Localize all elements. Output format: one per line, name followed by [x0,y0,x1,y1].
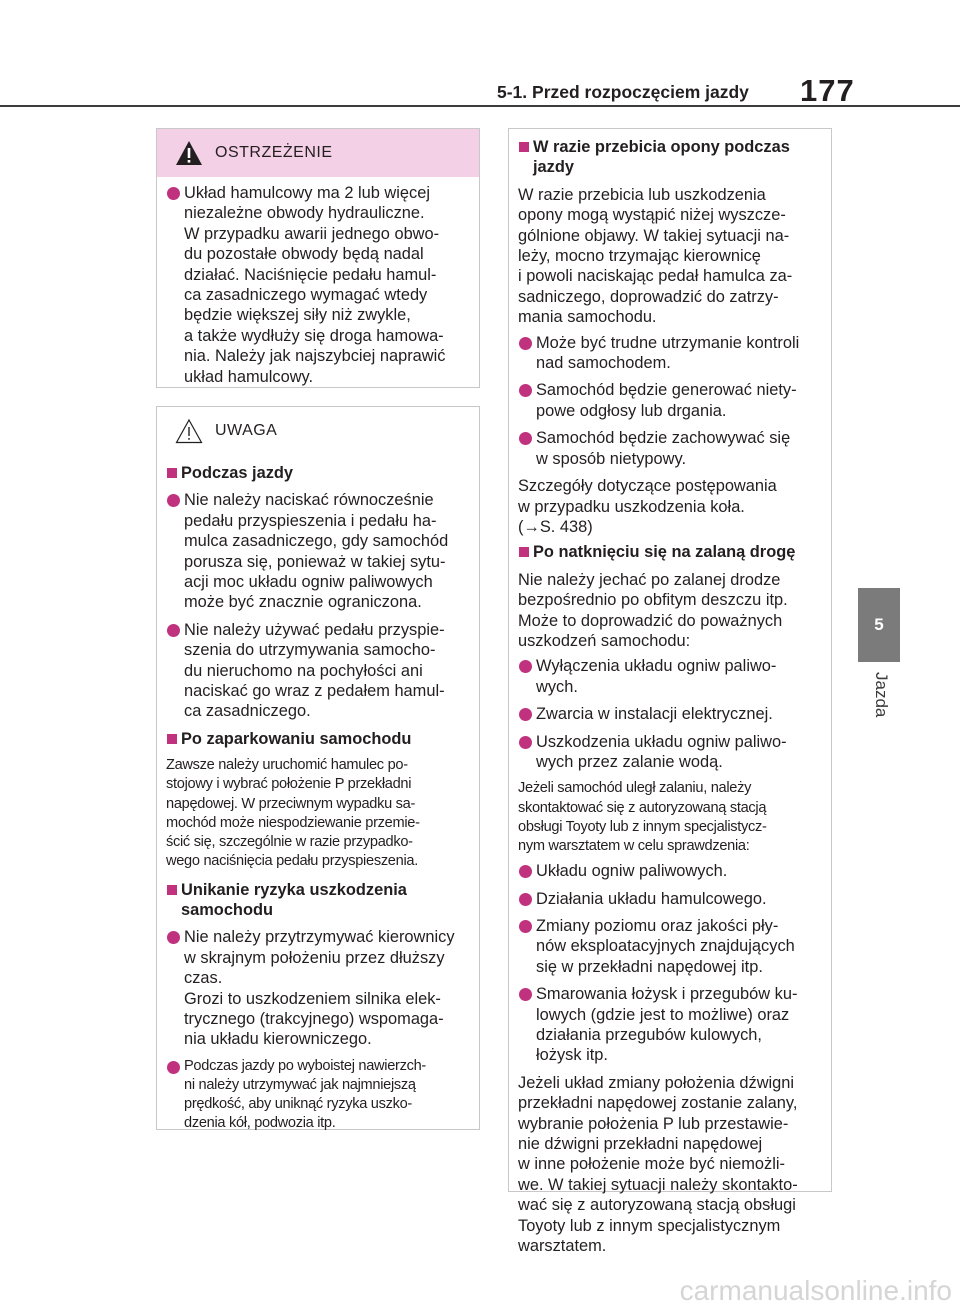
section-heading: W razie przebicia opony podczas jazdy [518,137,823,178]
bullet-dot-icon [519,988,532,1001]
section-heading: Podczas jazdy [166,463,471,483]
paragraph: Jeżeli układ zmiany położenia dźwigni przekładni napędowej zostanie zalany, wybranie położenia P lub przestawie- nie dźwigni przekładni napędowej w inne położenie może być niemożli- we. W takiej sytuacji należy skontakto- wać się z autoryzowaną stacją obsługi Toyoty lub z innym specjalistycznym warsztatem. [518,1073,798,1256]
paragraph: Zawsze należy uruchomić hamulec po- stojowy i wybrać położenie P przekładni napędowej. W przeciwnym wypadku sa- mochód może niespodziewanie przemie- ścić się, szczególnie w razie przypadko- wego naciśnięcia pedału przyspieszenia. [166,757,420,870]
list-item: Układu ogniw paliwowych. [518,861,823,881]
list-item: Smarowania łożysk i przegubów ku- lowych (gdzie jest to możliwe) oraz działania przegubów kulowych, łożysk itp. [518,984,823,1066]
paragraph: Jeżeli samochód uległ zalaniu, należy skontaktować się z autoryzowaną stacją obsługi Toyoty lub z innym specjalistycz- nym warsztatem w celu sprawdzenia: [518,780,767,854]
info-box [508,128,832,1256]
list-item: Nie należy przytrzymywać kierownicy w skrajnym położeniu przez dłuższy czas. Grozi to uszkodzeniem silnika elek- trycznego (trakcyjnego) wspomaga- nia układu kierowniczego. [166,927,471,1049]
bullet-dot-icon [167,1061,180,1074]
bullet-dot-icon [519,432,532,445]
caution-title: UWAGA [215,422,278,439]
paragraph: W razie przebicia lub uszkodzenia opony mogą wystąpić niżej wyszcze- gólnione objawy. W takiej sytuacji na- leży, mocno trzymając kierownicę i powoli naciskając pedał hamulca za- sadniczego, doprowadzić do zatrzy- mania samochodu. [518,185,793,327]
page-number: 177 [800,73,855,108]
list-item: Samochód będzie zachowywać się w sposób nietypowy. [518,428,823,469]
bullet-dot-icon [519,736,532,749]
list-item: Nie należy używać pedału przyspie- szenia do utrzymywania samocho- du nieruchomo na pochyłości ani naciskać go wraz z pedałem hamul- ca zasadniczego. [166,620,471,722]
warning-title: OSTRZEŻENIE [215,144,333,161]
bullet-dot-icon [167,187,180,200]
square-bullet-icon [167,885,177,895]
header-section-title: 5-1. Przed rozpoczęciem jazdy [497,82,749,102]
warning-box-header [157,129,479,177]
warning-triangle-icon [175,140,203,166]
bullet-dot-icon [519,920,532,933]
list-item: Wyłączenia układu ogniw paliwo- wych. [518,656,823,697]
paragraph: Szczegóły dotyczące postępowania w przypadku uszkodzenia koła. (→S. 438) [518,477,777,536]
chapter-label: Jazda [872,672,891,718]
bullet-dot-icon [167,494,180,507]
list-item: Uszkodzenia układu ogniw paliwo- wych przez zalanie wodą. [518,732,823,773]
warning-bullet: Układ hamulcowy ma 2 lub więcej niezależne obwody hydrauliczne. W przypadku awarii jednego obwo- du pozostałe obwody będą nadal działać. Naciśnięcie pedału hamul- ca zasadniczego wymagać wtedy będzie większej siły niż zwykle, a także wydłuży się droga hamowa- nia. Należy jak najszybciej naprawić układ hamulcowy. [166,183,471,387]
caution-triangle-icon [175,418,203,444]
bullet-dot-icon [519,337,532,350]
bullet-dot-icon [519,384,532,397]
caution-box-header [157,407,479,455]
paragraph: Nie należy jechać po zalanej drodze bezpośrednio po obfitym deszczu itp. Może to doprowadzić do poważnych uszkodzeń samochodu: [518,570,788,650]
chapter-tab [858,588,900,662]
section-heading: Po natknięciu się na zalaną drogę [518,542,823,562]
caution-box [156,406,480,1130]
section-heading: Po zaparkowaniu samochodu [166,729,471,749]
square-bullet-icon [167,468,177,478]
list-item: Samochód będzie generować niety- powe odgłosy lub drgania. [518,380,823,421]
section-heading: Unikanie ryzyka uszkodzenia samochodu [166,880,471,921]
bullet-dot-icon [519,865,532,878]
square-bullet-icon [167,734,177,744]
list-item: Podczas jazdy po wyboistej nawierzch- ni należy utrzymywać jak najmniejszą prędkość, aby uniknąć ryzyka uszko- dzenia kół, podwozia itp. [166,1057,471,1134]
square-bullet-icon [519,547,529,557]
bullet-dot-icon [519,660,532,673]
chapter-number: 5 [874,615,884,634]
bullet-dot-icon [167,624,180,637]
bullet-dot-icon [519,893,532,906]
list-item: Nie należy naciskać równocześnie pedału przyspieszenia i pedału ha- mulca zasadniczego, gdy samochód porusza się, ponieważ w takiej sytu- acji moc układu ogniw paliwowych może być znacznie ograniczona. [166,490,471,612]
bullet-dot-icon [519,708,532,721]
bullet-dot-icon [167,931,180,944]
warning-box [156,128,480,388]
list-item: Zwarcia w instalacji elektrycznej. [518,704,823,724]
list-item: Może być trudne utrzymanie kontroli nad samochodem. [518,333,823,374]
square-bullet-icon [519,142,529,152]
list-item: Zmiany poziomu oraz jakości pły- nów eksploatacyjnych znajdujących się w przekładni napędowej itp. [518,916,823,977]
watermark: carmanualsonline.info [679,1275,952,1306]
list-item: Działania układu hamulcowego. [518,889,823,909]
